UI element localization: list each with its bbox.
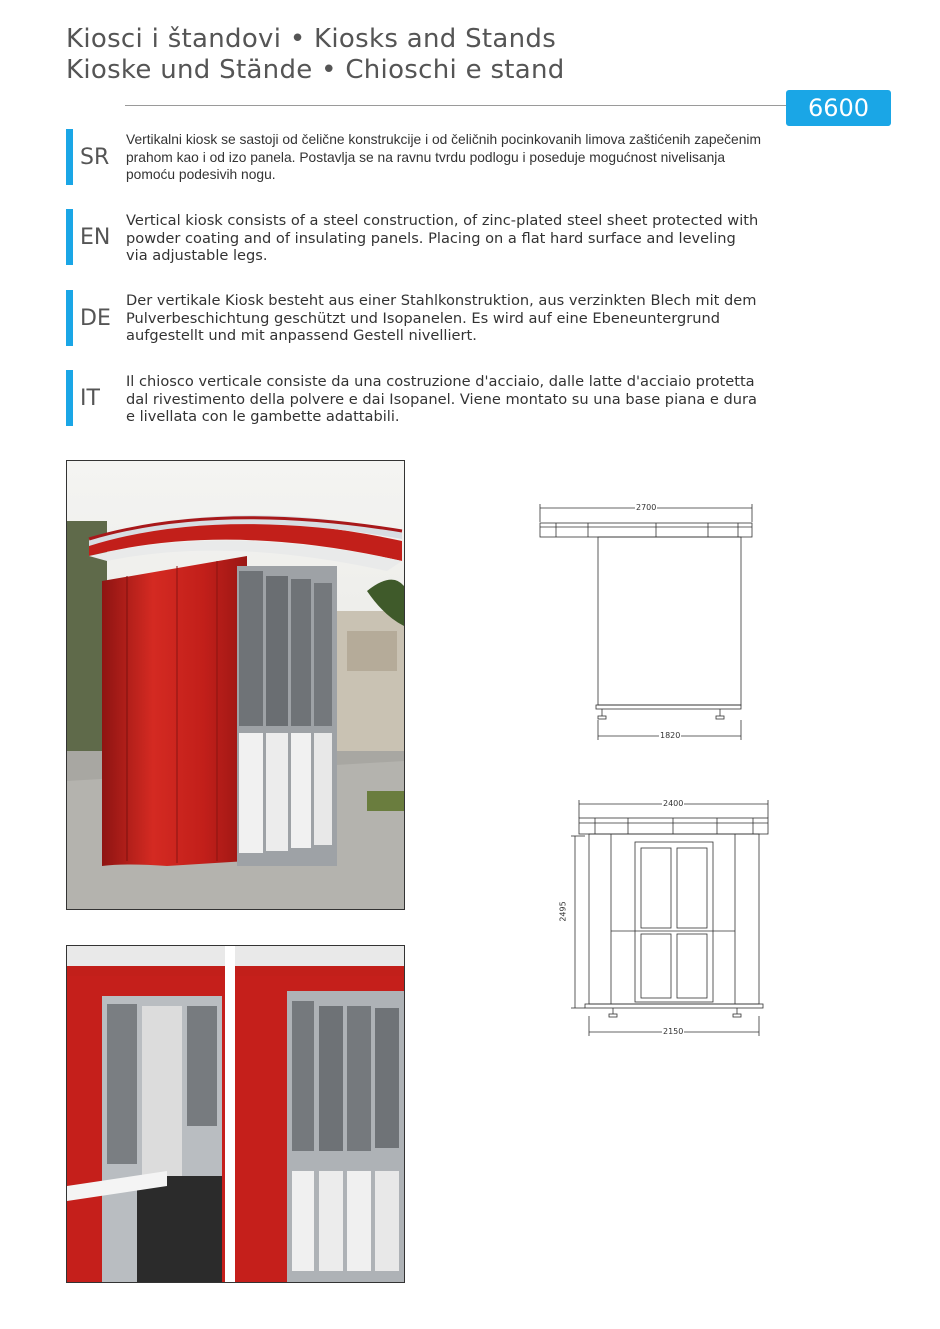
dimension-top-width: 2400: [663, 799, 684, 808]
language-code: EN: [80, 225, 111, 250]
description-text: Il chiosco verticale consiste da una costruzione d'acciaio, dalle latte d'acciaio protetta dal rivestimento della polvere e dai Isopanel. Viene montato su una base piana e dura e livellata con le gambette adattabili.: [126, 373, 757, 425]
page-title: [66, 24, 565, 86]
dimension-bottom-width: 2150: [663, 1027, 684, 1036]
language-code: IT: [80, 386, 100, 411]
dimension-height: 2495: [558, 901, 568, 922]
description-it: [66, 370, 766, 426]
description-text: Vertikalni kiosk se sastoji od čelične konstrukcije i od čeličnih pocinkovanih limova zaštićenih zapečenim prahom kao i od izo panela. Postavlja se na ravnu tvrdu podlogu i poseduje mogućnost nivelisanja pomoću podesivih nogu.: [126, 132, 761, 182]
accent-bar: [66, 209, 73, 265]
description-text: Der vertikale Kiosk besteht aus einer Stahlkonstruktion, aus verzinkten Blech mit dem Pulverbeschichtung geschützt und Isopanelen. Es wird auf eine Ebeneuntergrund aufgestellt und mit anpassend Gestell nivelliert.: [126, 292, 757, 344]
side-view-drawing: [530, 500, 760, 745]
accent-bar: [66, 370, 73, 426]
description-en: [66, 209, 766, 265]
description-text: Vertical kiosk consists of a steel construction, of zinc-plated steel sheet protected with powder coating and of insulating panels. Placing on a flat hard surface and leveling via adjustable legs.: [126, 212, 759, 264]
accent-bar: [66, 290, 73, 346]
front-view-drawing: [555, 796, 775, 1041]
dimension-top-width: 2700: [636, 503, 657, 512]
language-code: SR: [80, 145, 110, 170]
kiosk-photo-detail: [66, 945, 405, 1283]
title-line-2: Kioske und Stände • Chioschi e stand: [66, 55, 565, 85]
description-de: [66, 290, 766, 346]
product-code-badge: 6600: [786, 90, 891, 126]
accent-bar: [66, 129, 73, 185]
header-divider: [125, 105, 790, 106]
language-code: DE: [80, 306, 111, 331]
dimension-bottom-width: 1820: [660, 731, 681, 740]
title-line-1: Kiosci i štandovi • Kiosks and Stands: [66, 24, 557, 54]
kiosk-photo-main: [66, 460, 405, 910]
description-sr: [66, 129, 766, 185]
